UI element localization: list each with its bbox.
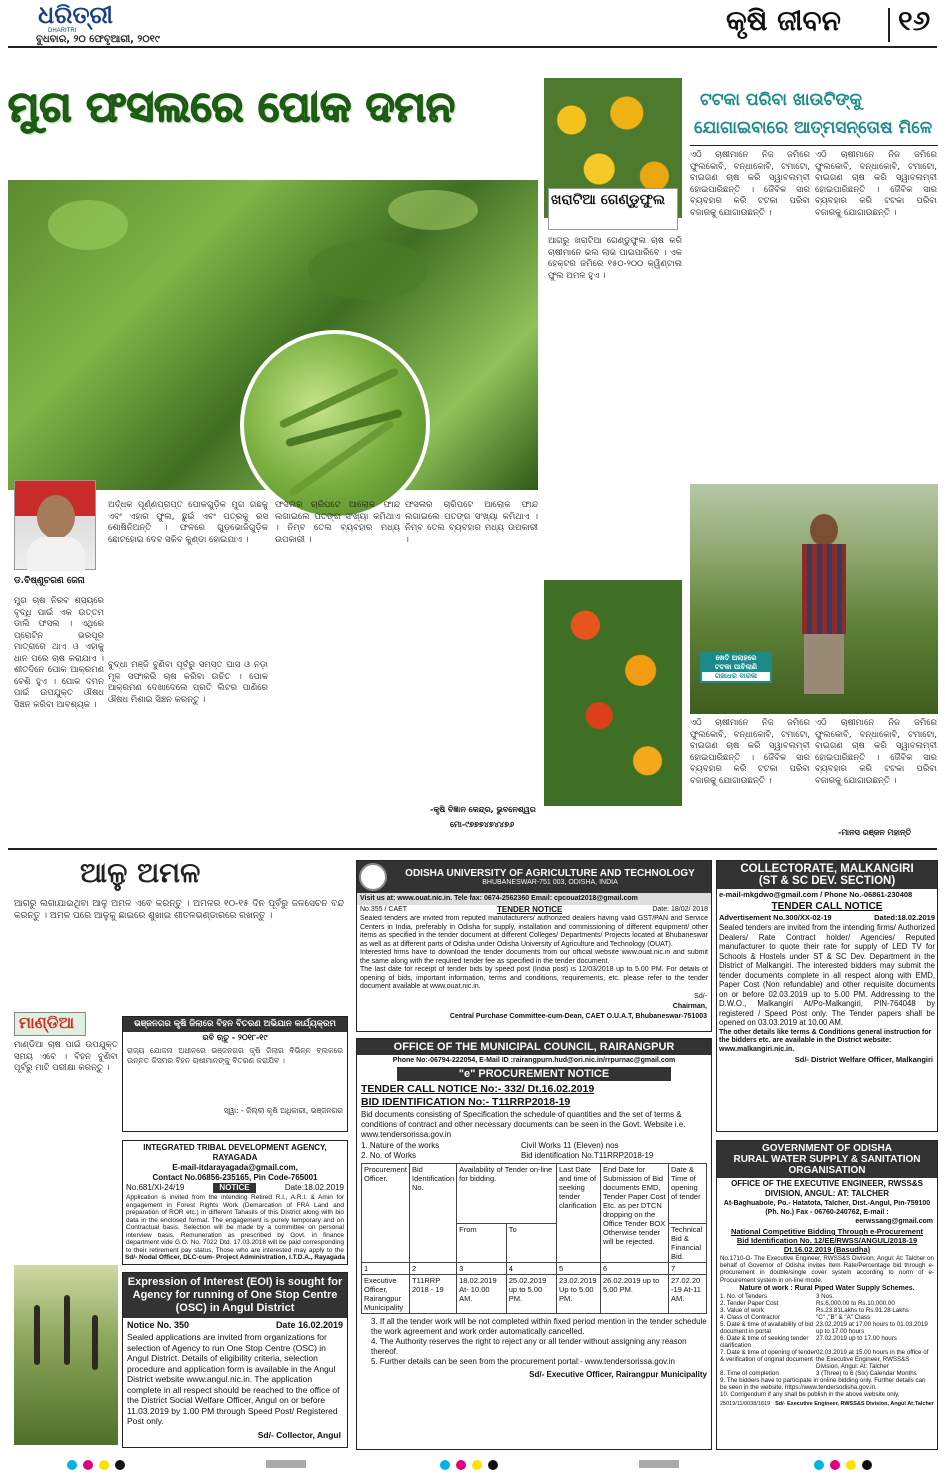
ouat-sign-3: Central Purchase Committee-cum-Dean, CAET O.U.A.T, Bhubaneswar-751003	[449, 1012, 707, 1020]
eoi-notice	[122, 1272, 348, 1448]
collectorate-adv: Advertisement No.300/XX-02-19	[719, 913, 832, 922]
table-cell: 7	[669, 1263, 707, 1275]
municipal-note-4: 4. The Authority reserves the right to reject any or all tender without assigning any reason thereof.	[371, 1337, 687, 1356]
list-item	[720, 1293, 934, 1300]
rwss-office: OFFICE OF THE EXECUTIVE ENGINEER, RWSS&S DIVISION, ANGUL: AT: TALCHER	[731, 1179, 923, 1198]
itda-email: E-mail-itdarayagada@gmail.com,	[172, 1163, 298, 1172]
ouat-body-2: Interested firms have to download the tender documents from our official website www.ouat.nic.in and submit the same along with the required tender fee as specified in the tender document.	[360, 949, 708, 965]
rwss-gov: GOVERNMENT OF ODISHA	[717, 1141, 937, 1154]
krushi-notice-subtitle: ରବି ଋତୁ - ୨୦୧୮-୧୯	[202, 1033, 268, 1042]
ouat-no: No.355 / CAET	[360, 906, 408, 913]
table-cell: 25.02.2019 up to 5.00 PM.	[506, 1275, 556, 1314]
municipal-item2-label: 2. No. of Works	[361, 1151, 416, 1160]
municipal-item1-label: 1. Nature of the works	[361, 1141, 440, 1150]
article-col-2: ମୁଗ ଚାଷ ନିରବ ଶସ୍ୟରେ ବୃଦ୍ଧି ପାଇଁ ଏକ ଉତ୍ତମ ଡାଲି ଫସଲ । ଏଥିରେ ପ୍ରୋଟିନ ଭରପୂର ମାତ୍ରାରେ ଥାଏ ଓ ଏହାକୁ ଧାନ ପରେ ଚାଷ କରାଯାଏ । ଶୀତଦିନେ ପୋକ ଆକ୍ରମଣ ବେଶି ହୁଏ । ପୋକ ଦମନ ପାଇଁ ଉପଯୁକ୍ତ ଔଷଧ ସିଞ୍ଚନ କରିବା ଆବଶ୍ୟକ ।	[14, 596, 104, 710]
table-row	[362, 1275, 707, 1314]
list-item	[720, 1300, 934, 1307]
table-header-cell: Technical Bid & Financial Bid.	[669, 1224, 707, 1263]
article-col-4: ଫସଲର ଚାରିପଟେ ଆଲୋକ ଫାନ୍ଦ ଲଗାଇଲେ ପତଙ୍ଗ ସଂଖ୍ୟା କମିଥାଏ । ନିମ୍ବ ତେଲ ବ୍ୟବହାର ମଧ୍ୟ ଉପକାରୀ ।	[275, 500, 400, 545]
author-photo	[14, 480, 96, 570]
ouat-body: Sealed tenders are invited from reputed manufacturers/ authorized dealers having valid GST/PAN and Service Centers in India, preferably in Odisha for supply, installation and commissioning of different equipment/ other items as specified in the tender document at different Colleges/ Departments/ Projects located at Bhubaneswar as well as at different parts of Odisha under Odisha University of Agriculture and Technology (OUAT).	[360, 915, 708, 948]
mandia-text: ମାଣ୍ଡିଆ ଚାଷ ପାଇଁ ଉପଯୁକ୍ତ ସମୟ ଏବେ । ବିହନ ବୁଣିବା ପୂର୍ବରୁ ମାଟି ପରୀକ୍ଷା କରନ୍ତୁ ।	[14, 1040, 118, 1073]
ouat-sign-2: Chairman,	[672, 1002, 707, 1010]
ouat-title: ODISHA UNIVERSITY OF AGRICULTURE AND TECHNOLOGY	[405, 868, 695, 879]
itda-contact: Contact No.06856-235165, Pin Code-765001	[152, 1173, 318, 1182]
table-cell: 26.02.2019 up to 5.00 PM.	[601, 1275, 669, 1314]
table-cell: 4	[506, 1263, 556, 1275]
table-header-cell: Availability of Tender on-line for bidding.	[457, 1164, 557, 1224]
list-item	[720, 1314, 934, 1321]
page-number: ୧୬	[898, 4, 931, 37]
itda-date: Date:18.02.2019	[284, 1183, 344, 1192]
rwss-item-label: 6. Date & time of seeking tender clarification	[720, 1334, 809, 1349]
itda-notice-title: NOTICE	[213, 1183, 255, 1193]
rwss-dept: RURAL WATER SUPPLY & SANITATION ORGANISATION	[717, 1154, 937, 1178]
rwss-notice	[716, 1140, 938, 1450]
vegetable-text-4: ଏଠି ଚାଷୀମାନେ ନିଜ ଜମିରେ ଫୁଲକୋବି, ବନ୍ଧାକୋବି, ଟମାଟୋ, ବାଇଗଣ ଚାଷ କରି ସ୍ୱାବଲମ୍ବୀ ହୋଇପାରିଛନ୍ତି । ଜୈବିକ ସାର ବ୍ୟବହାର କରି ଟଟକା ପରିବା ବଜାରକୁ ଯୋଗାଉଛନ୍ତି ।	[815, 718, 937, 786]
table-header-cell: Procurement Officer.	[362, 1164, 410, 1263]
table-cell: Executive Officer, Rairangpur Municipality	[362, 1275, 410, 1314]
table-cell: T11RRP 2018 - 19	[410, 1275, 457, 1314]
rwss-item-value: 3 Nos.	[816, 1292, 834, 1300]
municipal-item2-value: Bid identification No.T11RRP2018-19	[521, 1151, 654, 1160]
ouat-sign-1: Sd/-	[694, 992, 707, 1000]
rwss-item-value: 23.02.2019 at 17.00 hours to 01.03.2019 up to 17.00 hours	[816, 1320, 928, 1335]
rwss-address: At-Baghuabole, Po.- Hatatota, Talcher, Dist.-Angul, Pin-759100 (Ph. No.) Fax - 06760-240762, E-mail :	[723, 1200, 931, 1216]
krushi-notice-text: ରାଜ୍ୟ ଯୋଜନା ଅଧୀନରେ ଭଞ୍ଜନଗର କୃଷି ଜିଲାର ବିଭିନ୍ନ ବ୍ଲକରେ ଉନ୍ନତ କିସମର ବିହନ ଚାଷୀମାନଙ୍କୁ ବିତରଣ କରାଯିବ ।	[127, 1046, 343, 1065]
table-cell: 2	[410, 1263, 457, 1275]
article-footer: -କୃଷି ବିଜ୍ଞାନ କେନ୍ଦ୍ର, ଭୁବନେଶ୍ୱର	[430, 805, 536, 814]
potato-text: ଆଗରୁ ଲଗାଯାଇଥିବା ଆଳୁ ଅମଳ ଏବେ କରନ୍ତୁ । ଅମଳର ୧୦-୧୫ ଦିନ ପୂର୍ବରୁ ଜଳସେଚନ ବନ୍ଦ କରନ୍ତୁ । ଅମଳ ପରେ ଆଳୁକୁ ଛାଇରେ ଶୁଖାଇ ଶୀତଳଭଣ୍ଡାରରେ ରଖନ୍ତୁ ।	[14, 899, 344, 921]
municipal-note-5: 5. Further details can be seen from the procurement portal:- www.tendersorissa.gov.in	[371, 1357, 675, 1366]
collectorate-title: COLLECTORATE, MALKANGIRI	[717, 861, 937, 875]
rwss-ncb: National Competitive Bidding Through e-Procurement	[730, 1227, 924, 1236]
mid-rule	[8, 848, 937, 850]
vegetable-text-2: ଏଠି ଚାଷୀମାନେ ନିଜ ଜମିରେ ଫୁଲକୋବି, ବନ୍ଧାକୋବି, ଟମାଟୋ, ବାଇଗଣ ଚାଷ କରି ସ୍ୱାବଲମ୍ବୀ ହୋଇପାରିଛନ୍ତି । ଜୈବିକ ସାର ବ୍ୟବହାର କରି ଟଟକା ପରିବା ବଜାରକୁ ଯୋଗାଉଛନ୍ତି ।	[815, 150, 937, 218]
collectorate-notice	[716, 860, 938, 1132]
ouat-notice-title: TENDER NOTICE	[497, 905, 563, 914]
municipal-title: OFFICE OF THE MUNICIPAL COUNCIL, RAIRANGPUR	[357, 1039, 711, 1055]
itda-notice	[122, 1140, 348, 1265]
list-item	[720, 1307, 934, 1314]
logo	[38, 2, 118, 32]
table-cell: 23.02.2019 Up to 5.00 PM.	[557, 1275, 601, 1314]
rwss-items	[717, 1293, 937, 1377]
table-cell: 1	[362, 1263, 410, 1275]
rwss-item-value: 02.03.2019 at 15.00 hours in the office of the Executive Engineer, RWSS&S Division, Angul: At: Talcher	[816, 1348, 929, 1370]
farmer-caption: ଖେତି ଅଲାହରେ ଟଟକା ପାଚିଲାଣି ଗଜାଧର ବାରଳା	[700, 652, 772, 683]
table-header-cell: Bid Identification No.	[410, 1164, 457, 1263]
municipal-contact: Phone No:-06794-222054, E-Mail ID :rairangpurn.hud@ori.nic.in/rrpurnac@gmail.com	[392, 1057, 676, 1064]
rwss-item-label: 2. Tender Paper Cost	[720, 1299, 779, 1307]
rwss-note-10: 10. Corrigendum if any shall be publish in the above website only.	[720, 1391, 900, 1399]
municipal-proc: "e" PROCUREMENT NOTICE	[397, 1067, 671, 1081]
author-name: ଡ.ବିଷ୍ଣୁଚରଣ ଜେନା	[14, 576, 85, 586]
registration-dots-left	[67, 1455, 131, 1474]
eoi-title: Expression of Interest (EOI) is sought for Agency for running of One Stop Centre (OSC) in Angul District	[123, 1273, 347, 1318]
list-item	[720, 1335, 934, 1349]
vegetable-text-1: ଏଠି ଚାଷୀମାନେ ନିଜ ଜମିରେ ଫୁଲକୋବି, ବନ୍ଧାକୋବି, ଟମାଟୋ, ବାଇଗଣ ଚାଷ କରି ସ୍ୱାବଲମ୍ବୀ ହୋଇପାରିଛନ୍ତି । ଜୈବିକ ସାର ବ୍ୟବହାର କରି ଟଟକା ପରିବା ବଜାରକୁ ଯୋଗାଉଛନ୍ତି ।	[690, 150, 810, 218]
registration-bar	[266, 1460, 306, 1468]
collectorate-body: Sealed tenders are invited from the intending firms/ Authorized Dealers/ Rate Contract holder/ Agencies/ Reputed manufacturer to quote their rate for supply of LED TV for Schools & Hostels under ST & SC Dev. Department in the District of Malkangiri. The interested bidders may submit the tender documents complete in all respect along with EMD, Paper Cost (Non refundable) and other requisite documents on or before 02.03.2019 up to 5.00 PM. Addressing to the D.W.O., Malkangiri At/Po-Malkangiri, PIN-764048 by registered / Speed Post only. The Tender papers shall be opened on 03.03.2019 at 10.00 AM.	[719, 923, 935, 1027]
registration-dots-center	[440, 1455, 504, 1474]
table-header-cell: End Date for Submission of Bid documents EMD, Tender Paper Cost Etc. as per DTCN dropping on the Office Tender BOX Otherwise tender will be rejected.	[601, 1164, 669, 1263]
municipal-table	[361, 1163, 707, 1314]
krushi-notice-title: ଭଞ୍ଜନଗର କୃଷି ଜିଲାରେ ବିହନ ବିତରଣ ଅଭିଯାନ କାର୍ଯ୍ୟକ୍ରମ	[123, 1017, 347, 1032]
rwss-bid: Bid Identification No. 12/EE/RWSS/ANGUL/2018-19 Dt.16.02.2019 (Basudha)	[736, 1236, 918, 1254]
mung-pods-inset	[240, 330, 430, 520]
eoi-date: Date 16.02.2019	[275, 1320, 343, 1330]
municipal-intro: Bid documents consisting of Specification the schedule of quantities and the set of terms & conditions of contract and other necessary documents can be seen in the Govt. Website i.e. www.tendersorissa.gov.in	[361, 1110, 686, 1139]
rwss-item-label: 8. Time of completion	[720, 1369, 779, 1377]
eoi-body: Sealed applications are invited from organizations for selection of Agency to run One Stop Centre (OSC) in Angul District. Details of eligibility criteria, selection procedure and application form is available in the Angul District website www.angul.nic.in. The application complete in all respect should be reached to the office of the District Social Welfare Officer, Angul on or before 11.03.2019 by 1.00 PM through Speed Post/ Registered Post only.	[127, 1332, 340, 1426]
table-header-cell: Date & Time of opening of tender	[669, 1164, 707, 1224]
collectorate-sign: Sd/- District Welfare Officer, Malkangiri	[794, 1055, 933, 1064]
ouat-notice	[356, 860, 712, 1032]
registration-bar-2	[639, 1460, 679, 1468]
logo-sub: DHARITRI	[48, 28, 77, 34]
rwss-item-label: 1. No. of Tenders	[720, 1292, 768, 1300]
collectorate-date: Dated:18.02.2019	[874, 913, 935, 922]
rwss-intro: No.1710-O- The Executive Engineer, RWSS&S Division, Angul: At: Talcher on behalf of Governor of Odisha invites Item Rate/Percentage bid through e-procurement in double/single cover system according to norm of e-Procurement system in on-line mode.	[720, 1255, 934, 1284]
vegetable-byline: -ମାନସ ରଞ୍ଜନ ମହାନ୍ତି	[838, 828, 912, 837]
rwss-item-label: 7. Date & time of opening of tender & verification of original document	[720, 1348, 816, 1363]
table-cell: 18.02.2019 At- 10.00 AM.	[457, 1275, 507, 1314]
collectorate-body-2: The other details like terms & Conditions general instruction for the bidders etc. are available in the District website: www.malkangiri.nic.in.	[719, 1028, 932, 1053]
rwss-item-label: 5. Date & time of availability of bid document in portal	[720, 1320, 814, 1335]
section-title: କୃଷି ଜୀବନ	[726, 4, 841, 37]
itda-title: INTEGRATED TRIBAL DEVELOPMENT AGENCY, RAYAGADA	[143, 1143, 327, 1162]
rwss-item-value: 27.02.2019 up to 17.00 hours	[816, 1334, 897, 1342]
collectorate-contact: e-mail-mkgdwo@gmail.com / Phone No.-06861-230408	[719, 890, 913, 899]
vegetable-rule	[690, 145, 938, 146]
mandia-title-box	[14, 1012, 86, 1036]
list-item	[720, 1370, 934, 1377]
eoi-no: Notice No. 350	[127, 1320, 190, 1330]
vegetable-headline-2: ଯୋଗାଇବାରେ ଆତ୍ମସନ୍ତୋଷ ମିଳେ	[694, 118, 933, 138]
itda-sign: Sd/- Nodal Officer, DLC-cum- Project Administration, I.T.D.A., Rayagada	[124, 1254, 346, 1261]
municipal-sign: Sd/- Executive Officer, Rairangpur Municipality	[529, 1370, 707, 1379]
ouat-address: BHUBANESWAR-751 003, ODISHA, INDIA	[482, 879, 618, 886]
collectorate-subtitle: (ST & SC DEV. SECTION)	[717, 875, 937, 889]
logo-text: ଧରିତ୍ରୀ	[38, 0, 113, 29]
rwss-note-9: 9. The bidders have to participate in online bidding only. Further details can be seen in the website. https://www.tendersodisha.gov.in.	[720, 1376, 926, 1392]
table-header-cell: Last Date and time of seeking tender clarification	[557, 1164, 601, 1263]
ouat-date: Date: 18/02/ 2018	[652, 906, 708, 913]
rwss-item-value: 3 (Three) to 6 (Six) Calendar Months	[816, 1369, 917, 1377]
masthead-rule	[8, 46, 937, 48]
main-headline: ମୁଗ ଫସଲରେ ପୋକ ଦମନ	[8, 82, 455, 131]
ouat-logo-icon	[359, 863, 387, 891]
rwss-item-label: 4. Class of Contractor	[720, 1313, 780, 1321]
rwss-sign: Sd/- Executive Engineer, RWSS&S Division, Angul At:Talcher	[775, 1401, 934, 1408]
vegetable-text-3: ଏଠି ଚାଷୀମାନେ ନିଜ ଜମିରେ ଫୁଲକୋବି, ବନ୍ଧାକୋବି, ଟମାଟୋ, ବାଇଗଣ ଚାଷ କରି ସ୍ୱାବଲମ୍ବୀ ହୋଇପାରିଛନ୍ତି । ଜୈବିକ ସାର ବ୍ୟବହାର କରି ଟଟକା ପରିବା ବଜାରକୁ ଯୋଗାଉଛନ୍ତି ।	[690, 718, 810, 786]
rwss-item-value: Rs.6,000.00 to Rs.10,000.00	[816, 1299, 895, 1307]
mandia-photo	[14, 1265, 118, 1445]
table-cell: 5	[557, 1263, 601, 1275]
municipal-bid-id: BID IDENTIFICATION No:- T11RRP2018-19	[361, 1096, 571, 1108]
table-cell: 27.02.20 -19 At-11 AM.	[669, 1275, 707, 1314]
rwss-email: eerwssang@gmail.com	[855, 1218, 933, 1225]
krushi-notice	[122, 1016, 348, 1132]
ouat-contact: Visit us at: www.ouat.nic.in. Tele fax: 0674-2562360 Email: cpcouat2018@gmail.com	[357, 893, 711, 905]
marigold-text: ଆଗରୁ ଖରାଟିଆ ଗେଣ୍ଡୁଫୁଲ ଚାଷ କରି ଚାଷୀମାନେ ଭଲ ଲାଭ ପାଇପାରିବେ । ଏକ ହେକ୍ଟର ଜମିରେ ୧୫୦-୨୦୦ କ୍ୱିଣ୍ଟାଲ ଫୁଲ ଅମଳ ହୁଏ ।	[548, 236, 682, 281]
registration-strip	[0, 1456, 945, 1472]
marigold-title: ଖରାଟିଆ ଗେଣ୍ଡୁଫୁଲ	[548, 188, 678, 230]
rwss-item-value: "C" ,"B" & "A" Class	[816, 1313, 871, 1321]
collectorate-notice-title: TENDER CALL NOTICE	[771, 901, 883, 912]
rwss-item-label: 3. Value of work	[720, 1306, 764, 1314]
list-item	[720, 1349, 934, 1370]
rwss-nature: Nature of work : Rural Piped Water Supply Schemes.	[739, 1284, 915, 1292]
table-row	[362, 1263, 707, 1275]
table-row	[362, 1164, 707, 1224]
table-header-cell: To	[506, 1224, 556, 1263]
table-cell: 6	[601, 1263, 669, 1275]
issue-date: ବୁଧବାର, ୨୦ ଫେବୃଆରୀ, ୨୦୧୯	[36, 34, 160, 45]
article-col-1: ଅର୍ଦ୍ଧକ ପୂର୍ଣ୍ଣପ୍ରାପ୍ତ ପୋକଗୁଡ଼ିକ ମୁଗ ଗଛକୁ ଏବଂ ଏହାର ଫୁଲ, ଛୁଇଁ ଏବଂ ପତ୍ରକୁ ରସ ଶୋଷିନିଅନ୍ତି । ଫଳରେ ଗୁଡ଼ଭୋଜିଗୁଡ଼ିକ ଛୋଟହୋଇ ଦେବ ସକିବ କୁଣ୍ଡା ହୋଇଯାଏ ।	[108, 500, 268, 545]
mandia-title: ମାଣ୍ଡିଆ	[19, 1013, 75, 1032]
municipal-item1-value: Civil Works 11 (Eleven) nos	[521, 1141, 619, 1150]
ouat-body-3: The last date for receipt of tender bids by speed post (India post) is 12/03/2018 up to 5.00 PM. For details of opening of bids, important information, terms and conditions, requirements, etc. please refer to the tender document available at www.ouat.nic.in.	[360, 966, 708, 990]
itda-no: No.681/XI-24/19	[126, 1183, 185, 1192]
masthead	[0, 0, 945, 48]
article-col-5: ଫସଲର ଚାରିପଟେ ଆଲୋକ ଫାନ୍ଦ ଲଗାଇଲେ ପତଙ୍ଗ ସଂଖ୍ୟା କମିଥାଏ । ନିମ୍ବ ତେଲ ବ୍ୟବହାର ମଧ୍ୟ ଉପକାରୀ ।	[405, 500, 538, 545]
municipal-note-3: 3. If all the tender work will be not completed within fixed period mention in the tender schedule the work agreement and work order automatically cancelled.	[371, 1317, 707, 1336]
vegetable-headline-1: ଟଟକା ପରିବା ଖାଉଟିଙ୍କୁ	[700, 90, 863, 110]
section-divider	[888, 8, 890, 42]
registration-dots-right	[814, 1455, 878, 1474]
article-phone: ମୋ-୯୭୭୭୪୭୪୪୭୬	[450, 820, 514, 829]
rwss-ref: 25019/11/0038/1819	[720, 1401, 771, 1408]
table-cell: 3	[457, 1263, 507, 1275]
municipal-notice	[356, 1038, 712, 1450]
table-header-cell: From	[457, 1224, 507, 1263]
list-item	[720, 1321, 934, 1335]
marigold-photo-2	[544, 580, 682, 806]
krushi-notice-sign: ସ୍ୱା: - ଜିଲ୍ଲା କୃଷି ଅଧିକାରୀ, ଭଞ୍ଜନଗର	[223, 1106, 343, 1115]
itda-body: Application is invited from the intending Retired R.I., A.R.I. & Amin for engagement in Forest Rights Work (Demarcation of FRA Land and preparation of ROR etc.) in different Tahasils of this District along with bio data in the enclosed format. The engagement is purely temporary and on Contractual basis. Selection will be made by a committee on personal interview basis. Remuneration as prescribed by Govt. in finance department vide G.O. No. 7022 Dtd. 17.03.2018 will be paid corresponding to their retirement pay status. Those who are interested may apply to the	[126, 1194, 344, 1253]
potato-title: ଆଳୁ ଅମଳ	[80, 856, 201, 889]
article-col-3: ବୁଦ୍ଧା ମଞ୍ଜି ବୁଣିବା ପୂର୍ବରୁ ସମସ୍ତ ଘାସ ଓ ନଡ଼ା ମୂଳ ସଫାକରି ଚାଷ କରିବା ଉଚିତ । ପୋକ ଆକ୍ରମଣ ଦେଖାଦେଲେ ପ୍ରତି ଲିଟର ପାଣିରେ ଔଷଧ ମିଶାଇ ସିଞ୍ଚନ କରନ୍ତୁ ।	[108, 660, 268, 705]
municipal-tender-no: TENDER CALL NOTICE No:- 332/ Dt.16.02.2019	[361, 1083, 595, 1095]
eoi-sign: Sd/- Collector, Angul	[257, 1430, 341, 1440]
rwss-item-value: Rs.23.81Lakhs to Rs.91.28 Lakhs	[816, 1306, 909, 1314]
